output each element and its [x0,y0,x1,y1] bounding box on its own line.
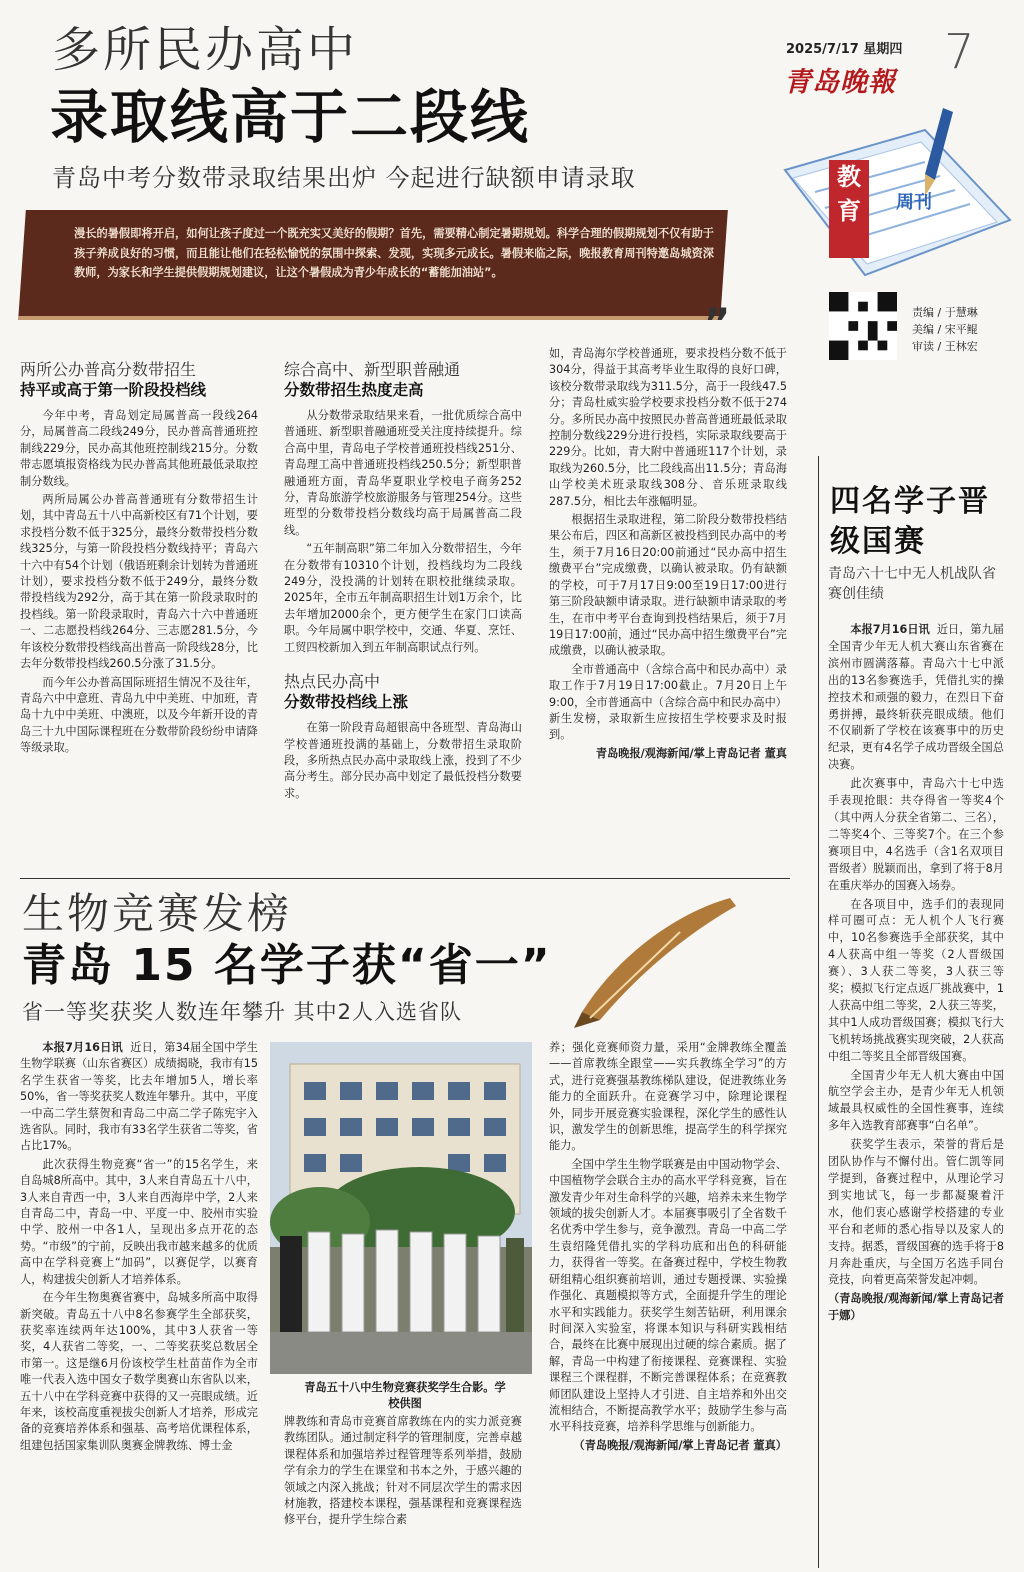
promo-text: 漫长的暑假即将开启，如何让孩子度过一个既充实又美好的假期？首先，需要精心制定暑期规划。科学合理的假期规划不仅有助于孩子养成良好的习惯，而且能让他们在轻松愉悦的氛围中探索、发现，实现多元成长。暑假来临之际，晚报教育周刊特邀岛城资深教师，为家长和学生提供假期规划建议，让这个暑假成为青少年成长的“蓄能加油站”。 [74,227,714,279]
story1-headline: 录取线高于二段线 [50,83,531,151]
story2-column-1 [20,1040,258,1560]
paragraph: 全国青少年无人机大赛由中国航空学会主办，是青少年无人机领域最具权威性的全国性赛事，连续多年入选教育部赛事“白名单”。 [828,1068,1004,1133]
section-title: 分数带招生热度走高 [284,381,424,399]
story1-kicker: 多所民办高中 [52,22,359,78]
byline: 本报7月16日讯 [42,1041,123,1054]
story3-credit: （青岛晚报/观海新闻/掌上青岛记者 于娜） [828,1292,1004,1323]
notebook-pen-illustration [775,100,1015,300]
paragraph: “五年制高职”第二年加入分数带招生，今年在分数带有10310个计划，投档线均为二段线249分，没投满的计划转在职校批继续录取。2025年，全市五年制高职招生计划1万余个，比去年增加2000余个，更方便学生在家门口读高职。今年局属中职学校中，交通、华夏、烹饪、工贸四校新加入到五年制高职试点行列。 [284,542,522,654]
paragraph: 此次获得生物竞赛“省一”的15名学生，来自岛城8所高中。其中，3人来自青岛五十八中，3人来自青西一中，3人来自西海岸中学，2人来自青岛二中，青岛一中、平度一中、胶州市实验中学、胶州一中各1人，呈现出多点开花的态势。“市级”的宁前，反映出我市越来越多的优质高中在学科竞赛上“加码”，以赛促学，以赛育人，构建拔尖创新人才培养体系。 [20,1157,258,1286]
story2-headline: 青岛 15 名学子获“省一” [22,940,552,991]
story2-column-2 [284,1414,522,1560]
paragraph-text: 近日，第九届全国青少年无人机大赛山东省赛在滨州市圆满落幕。青岛六十七中派出的13名参赛选手，凭借扎实的操控技术和顽强的毅力，在烈日下奋勇拼搏，最终斩获亮眼成绩。他们不仅刷新了学校在该赛事中的历史纪录，更有4名学子成功晋级全国总决赛。 [828,623,1004,772]
story2-subhead: 省一等奖获奖人数连年攀升 其中2人入选省队 [22,1000,463,1024]
paragraph: 根据招生录取进程，第二阶段分数带投档结果公布后，四区和高新区被投档到民办高中的考生，须于7月16日20:00前通过“民办高中招生缴费平台”完成缴费，以确认被录取。仍有缺额的学校，可于7月17日9:00至19日17:00进行第三阶段缺额申请录取。进行缺额申请录取的考生，在市中考平台查询到投档结果后，须于7月19日17:00前，通过“民办高中招生缴费平台”完成缴费，以确认被录取。 [549,513,787,658]
page-number: 7 [944,24,975,80]
story1-column-1 [20,360,258,870]
photo-caption: 青岛五十八中生物竞赛获奖学生合影。学校供图 [304,1381,506,1411]
byline: 本报7月16日讯 [850,623,930,636]
paragraph: 从分数带录取结果来看，一批优质综合高中普通班、新型职普融通班受关注度持续提升。综合高中里，青岛电子学校普通班投档线251分、青岛理工高中普通班投档线250.5分；新型职普融通班方面，青岛华夏职业学校电子商务252分，青岛旅游学校旅游服务与管理254分。这些班型的分数带投档分数线均高于局属普高二段线。 [284,409,522,537]
section-title: 持平或高于第一阶段投档线 [20,381,207,399]
qr-code [829,292,897,360]
section-title: 分数带投档线上涨 [284,693,409,712]
divider [20,878,790,879]
section-kicker: 综合高中、新型职普融通 [284,360,461,379]
paragraph: 获奖学生表示，荣誉的背后是团队协作与不懈付出。管仁凯等同学提到，备赛过程中，从理论学习到实地试飞，每一步都凝聚着汗水，他们衷心感谢学校搭建的专业平台和老师的悉心指导以及家人的支持。据悉，晋级国赛的选手将于8月奔赴重庆，与全国万名选手同台竞技，向着更高荣誉发起冲刺。 [828,1138,1004,1287]
paragraph: 在今年生物奥赛省赛中，岛城多所高中取得新突破。青岛五十八中8名参赛学生全部获奖，获奖率连续两年达100%，其中3人获省一等奖，4人获省二等奖，一、二等奖获奖总数居全市第一。这是继6月份该校学生杜苗苗作为全市唯一代表入选中国女子数学奥赛山东省队以来，五十八中在学科竞赛中获得的又一亮眼成绩。近年来，该校高度重视拔尖创新人才培养，形成完备的竞赛培养体系和强基、高考培优课程体系，组建包括国家集训队奥赛金牌教练、博士金 [20,1291,258,1452]
story3-headline: 四名学子晋级国赛 [830,484,990,559]
masthead-date: 2025/7/17 星期四 [786,42,903,57]
story1-column-2 [284,360,522,870]
quote-mark-icon: ” [704,301,731,347]
paragraph: 牌教练和青岛市竞赛首席教练在内的实力派竞赛教练团队。通过制定科学的管理制度，完善卓越课程体系和加强培养过程管理等系列举措，鼓励学有余力的学生在课堂和书本之外，于感兴趣的领域之内深入挑战；针对不同层次学生的需求因材施教，搭建校本课程，强基课程和竞赛课程选修平台，提升学生综合素 [284,1415,522,1527]
paragraph: 在各项目中，选手们的表现同样可圈可点：无人机个人飞行赛中，10名参赛选手全部获奖，其中4人获高中组一等奖（2人晋级国赛）、3人获二等奖，3人获三等奖；模拟飞行定点返厂挑战赛中，1人获高中组二等奖，2人获三等奖，其中1人成功晋级国赛；模拟飞行大飞机转场挑战赛实现突破，2人获高中组二等奖且全部晋级国赛。 [828,897,1004,1063]
paragraph: 此次赛事中，青岛六十七中选手表现抢眼：共夺得省一等奖4个（其中两人分获全省第二、三名），二等奖4个、三等奖7个。在三个参赛项目中，4名选手（含1名双项目晋级者）脱颖而出，拿到了将于8月在重庆举办的国赛入场券。 [828,777,1004,892]
sidebar-rule [818,456,819,1568]
paragraph: 在第一阶段青岛超银高中各班型、青岛海山学校普通班投满的基础上，分数带招生录取阶段，多所热点民办高中录取线上涨，投到了不少高分考生。部分民办高中划定了最低投档分数要求。 [284,721,522,800]
paragraph: 两所局属公办普高普通班有分数带招生计划，其中青岛五十八中高新校区有71个计划，要求投档分数不低于325分，最终分数带投档分数线325分，与第一阶段投档分数线持平；青岛六十六中有54个计划（俄语班剩余计划转为普通班计划），要求投档分数不低于249分，最终分数带投档线为292分，高于其在第一阶段录取时的投档线。第一阶段录取时，青岛六十六中普通班一、二志愿投档线264分、三志愿281.5分，今年该校分数带投档线高出普高一阶段线28分，比去年分数带投档线260.5分涨了31.5分。 [20,493,258,671]
paragraph [20,1040,258,1155]
paragraph [828,622,1004,774]
story1-subhead: 青岛中考分数带录取结果出炉 今起进行缺额申请录取 [52,164,636,192]
section-edu-label: 教育 [837,163,861,225]
award-photo [270,1042,532,1374]
story1-column-3 [549,346,787,870]
paragraph-text: 近日，第34届全国中学生生物学联赛（山东省赛区）成绩揭晓，我市有15名学生获省一等奖，比去年增加5人，增长率50%，省一等奖获奖人数连年攀升。其中，平度一中高二学生蔡贺和青岛二中高二学子陈宪宇入选省队。同时，我市有33名学生获省二等奖，省占比17%。 [20,1041,258,1153]
story2-credit: （青岛晚报/观海新闻/掌上青岛记者 董真） [573,1438,787,1452]
paragraph: 今年中考，青岛划定局属普高一段线264分，局属普高二段线249分，民办普高普通班控制线229分，民办高其他班控制线215分。分数带志愿填报资格线为民办普高其他班最低录取控制分数线。 [20,409,258,488]
story2-column-3 [549,1040,787,1560]
paper-logo: 青岛晚報 [784,67,896,98]
section-kicker: 热点民办高中 [284,672,381,692]
editor-line: 责编 / 于慧琳 [912,306,978,319]
paragraph: 全市普通高中（含综合高中和民办高中）录取工作于7月19日17:00截止。7月20日上午9:00，全市普通高中（含综合高中和民办高中）新生发榜，录取新生应按招生学校要求及时报到。 [549,662,787,742]
story3-subhead: 青岛六十七中无人机战队省赛创佳绩 [828,566,996,602]
paragraph: 全国中学生生物学联赛是由中国动物学会、中国植物学会联合主办的高水平学科竞赛，旨在激发青少年对生命科学的兴趣，培养未来生物学领域的拔尖创新人才。本届赛事吸引了全省数千名优秀中学生参与，竞争激烈。青岛一中高二学生袁绍隆凭借扎实的学科功底和出色的科研能力，获得省一等奖。在备赛过程中，学校生物教研组精心组织赛前培训，通过专题授课、实验操作强化、真题模拟等方式，全面提升学生的理论水平和实践能力。获奖学生刻苦钻研，利用课余时间深入实验室，将课本知识与科研实践相结合，最终在比赛中展现出过硬的综合素质。据了解，青岛一中构建了衔接课程、竞赛课程、实验课程三个课程群，不断完善课程体系；在竞赛教师团队建设上坚持人才引进、自主培养和外出交流相结合，不断提高教学水平；鼓励学生参与高水平科技竞赛，培养科学思维与创新能力。 [549,1157,787,1434]
editor-line: 美编 / 宋平鲲 [912,323,978,336]
paragraph: 而今年公办普高国际班招生情况不及往年，青岛六中中意班、青岛九中中美班、中加班，青岛十九中中美班、中澳班，以及今年新开设的青岛三十九中国际课程班在分数带阶段纷纷申请降等级录取。 [20,675,258,755]
editor-line: 审读 / 王林宏 [912,340,978,353]
story2-kicker: 生物竞赛发榜 [22,889,293,938]
editors-list [912,304,978,355]
story3-column [828,622,1004,1562]
paragraph: 养；强化竞赛师资力量，采用“金牌教练全覆盖——首席教练全跟堂——实兵教练全学习”的方式，进行竞赛强基教练梯队建设，促进教练业务能力的全面跃升。在竞赛学习中，除理论课程外，同步开展竞赛实验课程，深化学生的感性认识，激发学生的创新思维，提高学生的科学探究能力。 [549,1041,787,1153]
paragraph: 如，青岛海尔学校普通班，要求投档分数不低于304分，得益于其高考毕业生取得的良好口碑，该校分数带录取线为311.5分，高于一段线47.5分；青岛杜威实验学校要求投档分数不低于274分。多所民办高中按照民办普高普通班最低录取控制分数线229分进行投档，实际录取线要高于229分。比如，青大附中普通班117个计划，录取线为260.5分，比二段线高出11.5分；青岛海山学校美术班录取线308分、音乐班录取线287.5分，相比去年涨幅明显。 [549,347,787,508]
section-weekly-label: 周刊 [896,192,932,213]
story1-credit: 青岛晚报/观海新闻/掌上青岛记者 董真 [595,746,787,760]
section-kicker: 两所公办普高分数带招生 [20,360,197,379]
fountain-pen-icon [560,892,740,1032]
